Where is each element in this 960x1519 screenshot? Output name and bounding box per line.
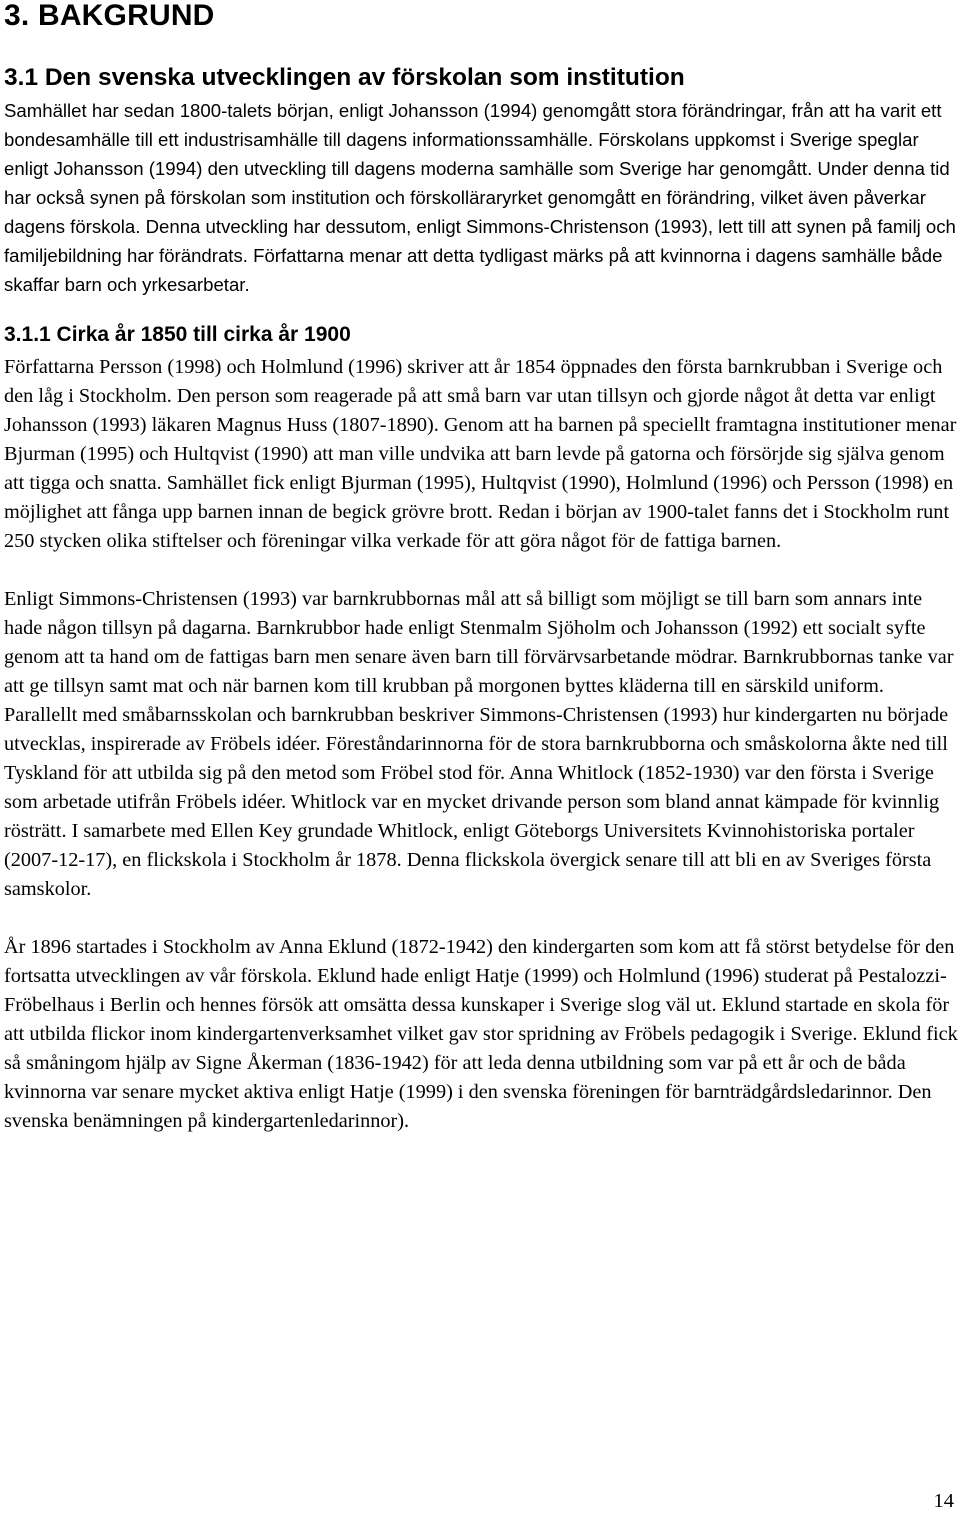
chapter-title: 3. BAKGRUND [4,0,215,32]
section-title: 3.1 Den svenska utvecklingen av förskolan som institution [4,64,685,91]
body-paragraph-2: Enligt Simmons-Christensen (1993) var barnkrubbornas mål att så billigt som möjligt se till barn som annars inte hade någon tillsyn på dagarna. Barnkrubbor hade enligt Stenmalm Sjöholm och Johansson (1992) ett socialt syfte genom att ta hand om de fattigas barn men senare även barn till förvärvsarbetande mödrar. Barnkrubbornas tanke var att ge tillsyn samt mat och när barnen kom till krubban på morgonen byttes kläderna till en särskild uniform. Parallellt med småbarnsskolan och barnkrubban beskriver Simmons-Christensen (1993) hur kindergarten nu började utvecklas, inspirerade av Fröbels idéer. Föreståndarinnorna för de stora barnkrubborna och småskolorna åkte ned till Tyskland för att utbilda sig på den metod som Fröbel stod för. Anna Whitlock (1852-1930) var den första i Sverige som arbetade utifrån Fröbels idéer. Whitlock var en mycket drivande person som bland annat kämpade för kvinnlig rösträtt. I samarbete med Ellen Key grundade Whitlock, enligt Göteborgs Universitets Kvinnohistoriska portaler (2007-12-17), en flickskola i Stockholm år 1878. Denna flickskola övergick senare till att bli en av Sveriges första samskolor. [4,588,954,900]
intro-paragraph: Samhället har sedan 1800-talets början, enligt Johansson (1994) genomgått stora förändringar, från att ha varit ett bondesamhälle till ett industrisamhälle till dagens informationssamhälle. Förskolans uppkomst i Sverige speglar enligt Johansson (1994) den utveckling till dagens moderna samhälle som Sverige har genomgått. Under denna tid har också synen på förskolan som institution och förskolläraryrket genomgått en förändring, vilket även påverkar dagens förskola. Denna utveckling har dessutom, enligt Simmons-Christenson (1993), lett till att synen på familj och familjebildning har förändrats. Författarna menar att detta tydligast märks på att kvinnorna i dagens samhälle både skaffar barn och yrkesarbetar. [4,100,956,295]
page-number: 14 [933,1490,954,1512]
subsection-title: 3.1.1 Cirka år 1850 till cirka år 1900 [4,323,351,346]
body-paragraph-1: Författarna Persson (1998) och Holmlund (1996) skriver att år 1854 öppnades den första barnkrubban i Sverige och den låg i Stockholm. Den person som reagerade på att små barn var utan tillsyn och gjorde något åt detta var enligt Johansson (1993) läkaren Magnus Huss (1807-1890). Genom att ha barnen på speciellt framtagna institutioner menar Bjurman (1995) och Hultqvist (1990) att man ville undvika att barn levde på gatorna och försörjde sig själva genom att tigga och snatta. Samhället fick enligt Bjurman (1995), Hultqvist (1990), Holmlund (1996) och Persson (1998) en möjlighet att fånga upp barnen innan de begick grövre brott. Redan i början av 1900-talet fanns det i Stockholm runt 250 stycken olika stiftelser och föreningar vilka verkade för att göra något för de fattiga barnen. [4,356,957,552]
document-page [4,0,958,1136]
body-paragraph-3: År 1896 startades i Stockholm av Anna Eklund (1872-1942) den kindergarten som kom att få störst betydelse för den fortsatta utvecklingen av vår förskola. Eklund hade enligt Hatje (1999) och Holmlund (1996) studerat på Pestalozzi-Fröbelhaus i Berlin och hennes försök att omsätta dessa kunskaper i Sverige slog väl ut. Eklund startade en skola för att utbilda flickor inom kindergartenverksamhet vilket gav stor spridning av Fröbels pedagogik i Sverige. Eklund fick så småningom hjälp av Signe Åkerman (1836-1942) för att leda denna utbildning som var på ett år och de båda kvinnorna var senare mycket aktiva enligt Hatje (1999) i den svenska föreningen för barnträdgårdsledarinnor. Den svenska benämningen på kindergartenledarinnor). [4,936,958,1132]
